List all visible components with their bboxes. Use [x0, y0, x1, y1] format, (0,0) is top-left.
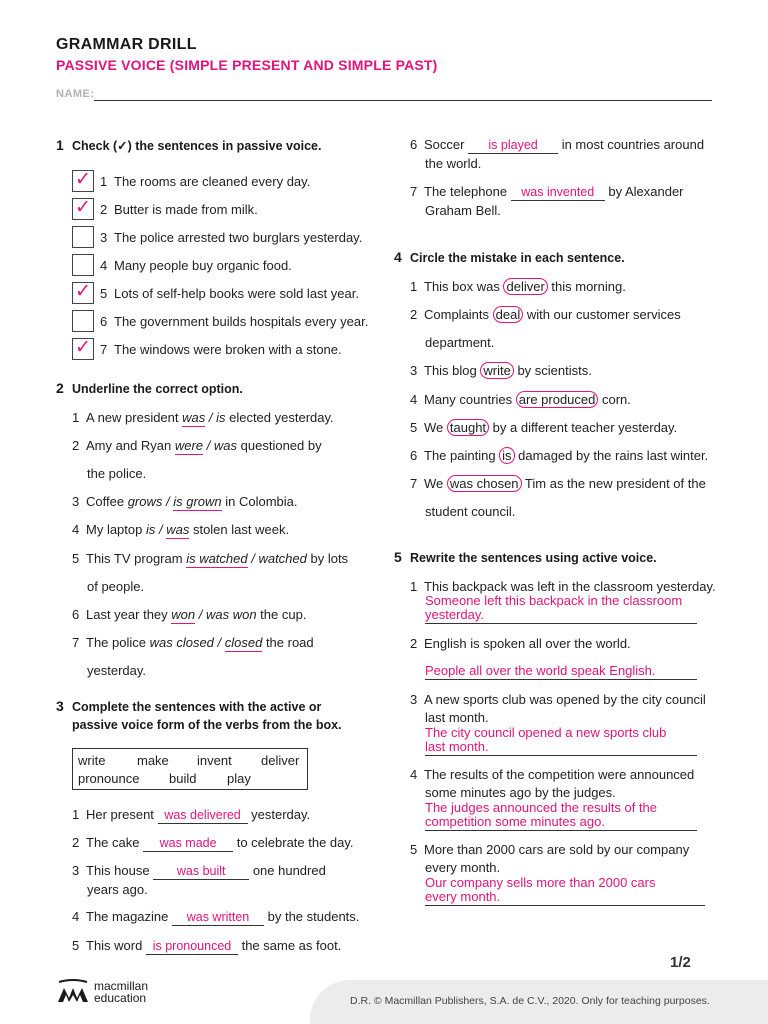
option-item [72, 409, 334, 427]
sentence-text: by lots [306, 551, 349, 566]
sentence-text: by the students. [264, 909, 360, 924]
circled-mistake: is [499, 447, 514, 464]
item-number: 1 [410, 579, 418, 594]
name-label: NAME: [56, 88, 95, 100]
option-slash: / [213, 635, 225, 650]
check-mark-icon: ✓ [75, 197, 91, 218]
item-number: 6 [72, 607, 80, 622]
checkbox[interactable] [72, 310, 94, 332]
option-b: closed [224, 635, 263, 650]
checkbox[interactable] [72, 170, 94, 192]
item-number: 5 [410, 842, 418, 857]
sentence-text: by a different teacher yesterday. [489, 420, 678, 435]
rewrite-answer [425, 664, 697, 680]
fill-blank-item [72, 862, 326, 880]
option-slash: / [195, 607, 206, 622]
sentence-continuation [425, 155, 481, 173]
sentence-text: Butter is made from milk. [114, 202, 258, 217]
sentence-text: A new president [86, 410, 183, 425]
fill-blank-item [72, 908, 359, 926]
option-a: were [174, 438, 204, 453]
sentence-text: The magazine [86, 909, 172, 924]
option-a: is [145, 522, 156, 537]
answer-line-2: competition some minutes ago. [425, 814, 605, 829]
sentence-continuation [87, 881, 148, 899]
option-item [72, 521, 289, 539]
box-word: invent [197, 753, 232, 768]
answer-line-2: yesterday. [425, 607, 485, 622]
sentence-continuation [425, 334, 494, 352]
sentence-text: to celebrate the day. [233, 835, 354, 850]
sentence-text: More than 2000 cars are sold by our company [424, 842, 690, 857]
option-a: is watched [186, 551, 248, 566]
mistake-item [410, 447, 708, 465]
sentence-text: in Colombia. [221, 494, 298, 509]
sentence-text: yesterday. [247, 807, 311, 822]
circled-mistake: are produced [516, 391, 599, 408]
fill-blank-item [410, 136, 704, 154]
option-slash: / [247, 551, 259, 566]
item-number: 6 [100, 314, 108, 329]
option-item [72, 550, 348, 568]
answer-line-1: The judges announced the results of the [425, 800, 657, 815]
page-number: 1/2 [670, 954, 691, 971]
sentence-text: The government builds hospitals every year. [114, 314, 369, 329]
checkbox[interactable] [72, 226, 94, 248]
item-number: 5 [72, 938, 80, 953]
mistake-item [410, 278, 626, 296]
sentence-text: A new sports club was opened by the city council [424, 692, 706, 707]
option-b: was [166, 522, 190, 537]
rewrite-answer [425, 594, 697, 624]
sentence-text: Lots of self-help books were sold last year. [114, 286, 359, 301]
checkbox[interactable] [72, 198, 94, 220]
item-number: 2 [100, 202, 108, 217]
answer-blank: was made [143, 836, 233, 852]
fill-blank-item [72, 937, 341, 955]
item-number: 4 [410, 392, 418, 407]
sentence-text: yesterday. [87, 663, 147, 678]
rewrite-answer [425, 726, 697, 756]
rewrite-item [410, 635, 631, 653]
checkbox[interactable] [72, 254, 94, 276]
sentence-text: Soccer [424, 137, 469, 152]
verb-word-box [72, 748, 308, 790]
option-b: was won [205, 607, 257, 622]
check-mark-icon: ✓ [75, 169, 91, 190]
item-number: 2 [72, 835, 80, 850]
circled-mistake: deal [493, 306, 524, 323]
mistake-item [410, 391, 631, 409]
option-slash: / [205, 410, 217, 425]
sentence-text: We [424, 476, 447, 491]
item-number: 3 [72, 863, 80, 878]
item-number: 3 [410, 363, 418, 378]
box-word: pronounce [78, 771, 140, 786]
item-number: 1 [72, 807, 80, 822]
circled-mistake: write [480, 362, 513, 379]
item-number: 4 [410, 767, 418, 782]
sentence-text: stolen last week. [189, 522, 290, 537]
answer-blank: was built [153, 864, 249, 880]
item-number: 1 [410, 279, 418, 294]
item-number: 3 [100, 230, 108, 245]
worksheet-subtitle: PASSIVE VOICE (SIMPLE PRESENT AND SIMPLE PAST) [56, 57, 438, 73]
box-word: build [169, 771, 197, 786]
answer-line-2: every month. [425, 889, 501, 904]
sentence-text: Last year they [86, 607, 172, 622]
option-a: was closed [149, 635, 214, 650]
sentence-text: some minutes ago by the judges. [425, 785, 616, 800]
sentence-text: years ago. [87, 882, 148, 897]
sentence-text: Tim as the new president of the [521, 476, 706, 491]
name-line [94, 100, 712, 101]
option-item [72, 634, 314, 652]
logo-text: macmillan education [94, 979, 149, 1005]
section-1-title: 1 Check (✓) the sentences in passive voice. [56, 137, 322, 153]
item-number: 7 [100, 342, 108, 357]
item-number: 6 [410, 448, 418, 463]
sentence-text: The telephone [424, 184, 511, 199]
answer-line-1: People all over the world speak English. [425, 663, 656, 678]
sentence-text: of people. [87, 579, 145, 594]
sentence-continuation [87, 578, 144, 596]
option-a: grows [127, 494, 163, 509]
fill-blank-item [72, 806, 310, 824]
mistake-item [410, 475, 706, 493]
option-a: was [182, 410, 206, 425]
sentence-text: Graham Bell. [425, 203, 501, 218]
item-number: 1 [100, 174, 108, 189]
sentence-text: every month. [425, 860, 501, 875]
sentence-text: The police arrested two burglars yesterday. [114, 230, 363, 245]
section-4-title: 4 Circle the mistake in each sentence. [394, 249, 625, 265]
sentence-text: My laptop [86, 522, 146, 537]
sentence-text: department. [425, 335, 495, 350]
check-mark-icon: ✓ [75, 337, 91, 358]
section-3-title-line-2: passive voice form of the verbs from the box. [72, 718, 342, 732]
section-5-title: 5 Rewrite the sentences using active voice. [394, 549, 657, 565]
rewrite-item [410, 841, 689, 859]
item-number: 5 [72, 551, 80, 566]
mistake-item [410, 419, 677, 437]
item-number: 6 [410, 137, 418, 152]
sentence-continuation [87, 662, 146, 680]
box-word: deliver [261, 753, 300, 768]
sentence-text: Many people buy organic food. [114, 258, 292, 273]
check-mark-icon: ✓ [75, 281, 91, 302]
mistake-item [410, 306, 681, 324]
answer-line-2: last month. [425, 739, 489, 754]
sentence-continuation [87, 465, 146, 483]
sentence-text: student council. [425, 504, 516, 519]
sentence-text: the same as foot. [237, 938, 342, 953]
sentence-text: this morning. [547, 279, 626, 294]
sentence-text: The results of the competition were announced [424, 767, 695, 782]
item-number: 4 [100, 258, 108, 273]
item-number: 7 [72, 635, 80, 650]
box-word: make [137, 753, 169, 768]
answer-blank: was delivered [158, 808, 248, 824]
sentence-text: the police. [87, 466, 147, 481]
answer-blank: was written [172, 910, 264, 926]
sentence-text: with our customer services [523, 307, 681, 322]
sentence-text: This blog [424, 363, 481, 378]
answer-blank: is played [468, 138, 558, 154]
sentence-text: the world. [425, 156, 482, 171]
item-number: 2 [410, 307, 418, 322]
sentence-text: Amy and Ryan [86, 438, 175, 453]
rewrite-item [410, 691, 706, 709]
sentence-text: by Alexander [604, 184, 684, 199]
sentence-text: The painting [424, 448, 500, 463]
option-b: is [216, 410, 226, 425]
item-number: 4 [72, 522, 80, 537]
sentence-text: This backpack was left in the classroom yesterday. [424, 579, 716, 594]
sentence-item [100, 313, 368, 331]
checkbox[interactable] [72, 282, 94, 304]
sentence-text: in most countries around [558, 137, 705, 152]
sentence-text: by scientists. [513, 363, 592, 378]
section-2-title: 2 Underline the correct option. [56, 380, 243, 396]
item-number: 5 [100, 286, 108, 301]
circled-mistake: deliver [503, 278, 547, 295]
answer-blank: was invented [511, 185, 605, 201]
answer-line-1: Our company sells more than 2000 cars [425, 875, 656, 890]
sentence-item [100, 173, 310, 191]
box-word: write [78, 753, 106, 768]
sentence-item [100, 341, 342, 359]
option-slash: / [203, 438, 214, 453]
sentence-text: one hundred [249, 863, 326, 878]
answer-line-1: The city council opened a new sports club [425, 725, 667, 740]
macmillan-logo [56, 978, 166, 1010]
sentence-text: Coffee [86, 494, 128, 509]
sentence-item [100, 285, 359, 303]
option-slash: / [155, 522, 167, 537]
sentence-text: Her present [86, 807, 158, 822]
option-item [72, 437, 322, 455]
sentence-text: Many countries [424, 392, 516, 407]
section-3-title: 3 Complete the sentences with the active or [56, 698, 322, 714]
circled-mistake: was chosen [447, 475, 522, 492]
answer-line-1: Someone left this backpack in the classroom [425, 593, 683, 608]
rewrite-answer [425, 876, 705, 906]
sentence-item [100, 229, 362, 247]
fill-blank-item [410, 183, 684, 201]
option-slash: / [162, 494, 174, 509]
sentence-text: the cup. [256, 607, 307, 622]
item-number: 3 [410, 692, 418, 707]
option-b: was [213, 438, 238, 453]
item-number: 1 [72, 410, 80, 425]
sentence-text: questioned by [237, 438, 322, 453]
sentence-text: The police [86, 635, 150, 650]
fill-blank-item [72, 834, 354, 852]
item-number: 2 [410, 636, 418, 651]
option-item [72, 606, 306, 624]
box-word: play [227, 771, 251, 786]
sentence-text: Complaints [424, 307, 493, 322]
sentence-text: We [424, 420, 447, 435]
sentence-item [100, 257, 292, 275]
sentence-text: English is spoken all over the world. [424, 636, 631, 651]
sentence-text: elected yesterday. [225, 410, 334, 425]
copyright-text: D.R. © Macmillan Publishers, S.A. de C.V., 2020. Only for teaching purposes. [350, 995, 710, 1007]
sentence-item [100, 201, 258, 219]
worksheet-title: GRAMMAR DRILL [56, 36, 197, 53]
circled-mistake: taught [447, 419, 489, 436]
macmillan-logo-icon [56, 978, 90, 1008]
sentence-text: The windows were broken with a stone. [114, 342, 342, 357]
option-b: watched [258, 551, 307, 566]
answer-blank: is pronounced [146, 939, 238, 955]
sentence-text: The cake [86, 835, 144, 850]
item-number: 3 [72, 494, 80, 509]
sentence-text: This box was [424, 279, 504, 294]
rewrite-item [410, 766, 694, 784]
mistake-item [410, 362, 592, 380]
sentence-text: This house [86, 863, 154, 878]
checkbox[interactable] [72, 338, 94, 360]
sentence-text: This TV program [86, 551, 187, 566]
sentence-continuation [425, 503, 515, 521]
item-number: 7 [410, 184, 418, 199]
item-number: 5 [410, 420, 418, 435]
rewrite-answer [425, 801, 697, 831]
item-number: 7 [410, 476, 418, 491]
sentence-text: damaged by the rains last winter. [514, 448, 709, 463]
option-a: won [171, 607, 196, 622]
sentence-continuation [425, 202, 501, 220]
option-item [72, 493, 298, 511]
sentence-text: This word [86, 938, 146, 953]
sentence-text: The rooms are cleaned every day. [114, 174, 311, 189]
option-b: is grown [173, 494, 222, 509]
item-number: 2 [72, 438, 80, 453]
sentence-text: the road [262, 635, 314, 650]
sentence-text: last month. [425, 710, 489, 725]
item-number: 4 [72, 909, 80, 924]
sentence-text: corn. [598, 392, 631, 407]
